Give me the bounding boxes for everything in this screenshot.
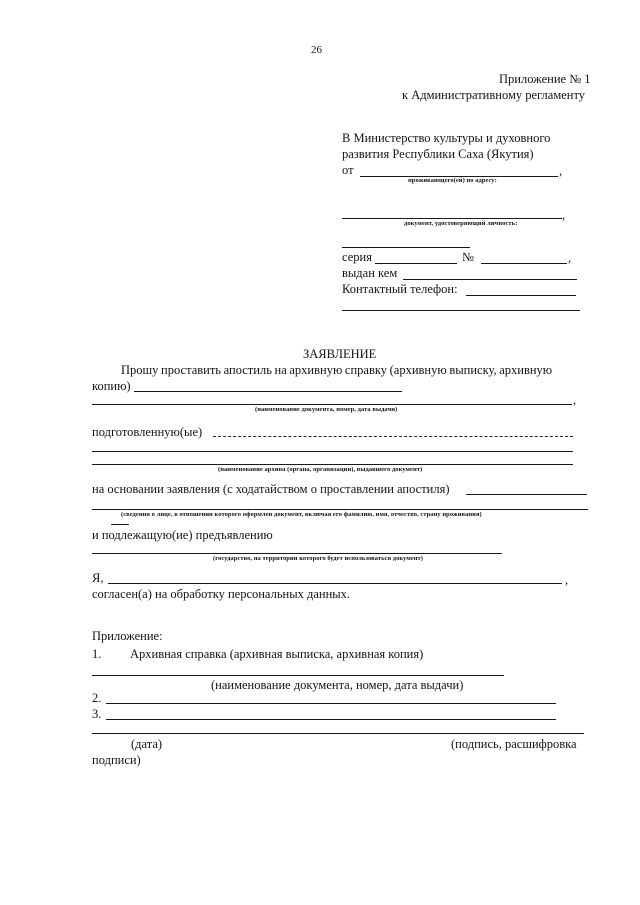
id-document-field-line[interactable] — [342, 247, 470, 248]
consent-text: согласен(а) на обработку персональных данных. — [92, 587, 351, 601]
country-field-line[interactable] — [92, 553, 502, 554]
document-comma: , — [573, 393, 577, 407]
archive-caption: (наименование архива (органа, организации), выдавшего документ) — [218, 466, 423, 473]
number-field-line[interactable] — [481, 263, 567, 264]
id-document-caption: документ, удостоверяющий личность: — [404, 220, 518, 227]
address-comma: , — [562, 208, 566, 222]
date-caption: (дата) — [131, 737, 163, 751]
attachment-3-number: 3. — [92, 707, 102, 721]
signature-caption-continuation: подписи) — [92, 753, 141, 767]
series-field-line[interactable] — [375, 263, 457, 264]
present-label: и подлежащую(ие) предъявлению — [92, 528, 273, 542]
from-comma: , — [559, 164, 563, 178]
person-caption: (сведения о лице, в отношении которого оформлен документ, включая его фамилию, имя, отчество, страну проживания) — [121, 511, 482, 518]
statement-intro-line2: копию) — [92, 379, 131, 393]
attachment-2-field-line[interactable] — [106, 703, 556, 704]
person-extra-line[interactable] — [111, 524, 129, 525]
document-name-field-line-2[interactable] — [92, 404, 572, 405]
attachment-2-number: 2. — [92, 691, 102, 705]
phone-label: Контактный телефон: — [342, 282, 458, 296]
attachment-1-field-line[interactable] — [92, 675, 504, 676]
applicant-comma: , — [565, 573, 569, 587]
appendix-subtitle: к Административному регламенту — [402, 88, 586, 102]
archive-field-line-1[interactable] — [92, 451, 573, 452]
phone-extra-line[interactable] — [342, 310, 580, 311]
attachments-title: Приложение: — [92, 629, 163, 643]
addressee-line2: развития Республики Саха (Якутия) — [342, 147, 534, 161]
country-caption: (государство, на территории которого будет использоваться документ) — [213, 555, 424, 562]
phone-field-line[interactable] — [466, 295, 576, 296]
address-field-line[interactable] — [342, 218, 562, 219]
i-label: Я, — [92, 571, 104, 585]
applicant-name-field-line[interactable] — [108, 583, 562, 584]
from-label: от — [342, 163, 354, 177]
series-label: серия — [342, 250, 372, 264]
appendix-title: Приложение № 1 — [499, 72, 591, 86]
document-caption: (наименование документа, номер, дата выдачи) — [255, 406, 398, 413]
statement-intro-line1: Прошу проставить апостиль на архивную справку (архивную выписку, архивную — [121, 363, 553, 377]
page-number: 26 — [311, 44, 322, 56]
signature-field-line[interactable] — [92, 733, 584, 734]
person-field-line[interactable] — [92, 509, 588, 510]
attachment-3-field-line[interactable] — [106, 719, 556, 720]
basis-field-line[interactable] — [466, 494, 587, 495]
attachment-1-number: 1. — [92, 647, 102, 661]
prepared-field-line[interactable] — [213, 436, 573, 437]
number-comma: , — [568, 251, 572, 265]
prepared-label: подготовленную(ые) — [92, 425, 203, 439]
archive-field-line-2[interactable] — [92, 464, 573, 465]
document-name-field-line[interactable] — [134, 391, 402, 392]
number-label: № — [462, 250, 474, 264]
signature-caption: (подпись, расшифровка — [451, 737, 577, 751]
attachment-1-text: Архивная справка (архивная выписка, архивная копия) — [130, 647, 424, 661]
residence-caption: проживающего(ей) по адресу: — [408, 177, 497, 184]
issued-by-label: выдан кем — [342, 266, 398, 280]
attachment-1-caption: (наименование документа, номер, дата выдачи) — [211, 678, 464, 692]
addressee-line1: В Министерство культуры и духовного — [342, 131, 551, 145]
basis-label: на основании заявления (с ходатайством о проставлении апостиля) — [92, 482, 450, 496]
issued-by-field-line[interactable] — [403, 279, 577, 280]
statement-title: ЗАЯВЛЕНИЕ — [303, 347, 377, 361]
